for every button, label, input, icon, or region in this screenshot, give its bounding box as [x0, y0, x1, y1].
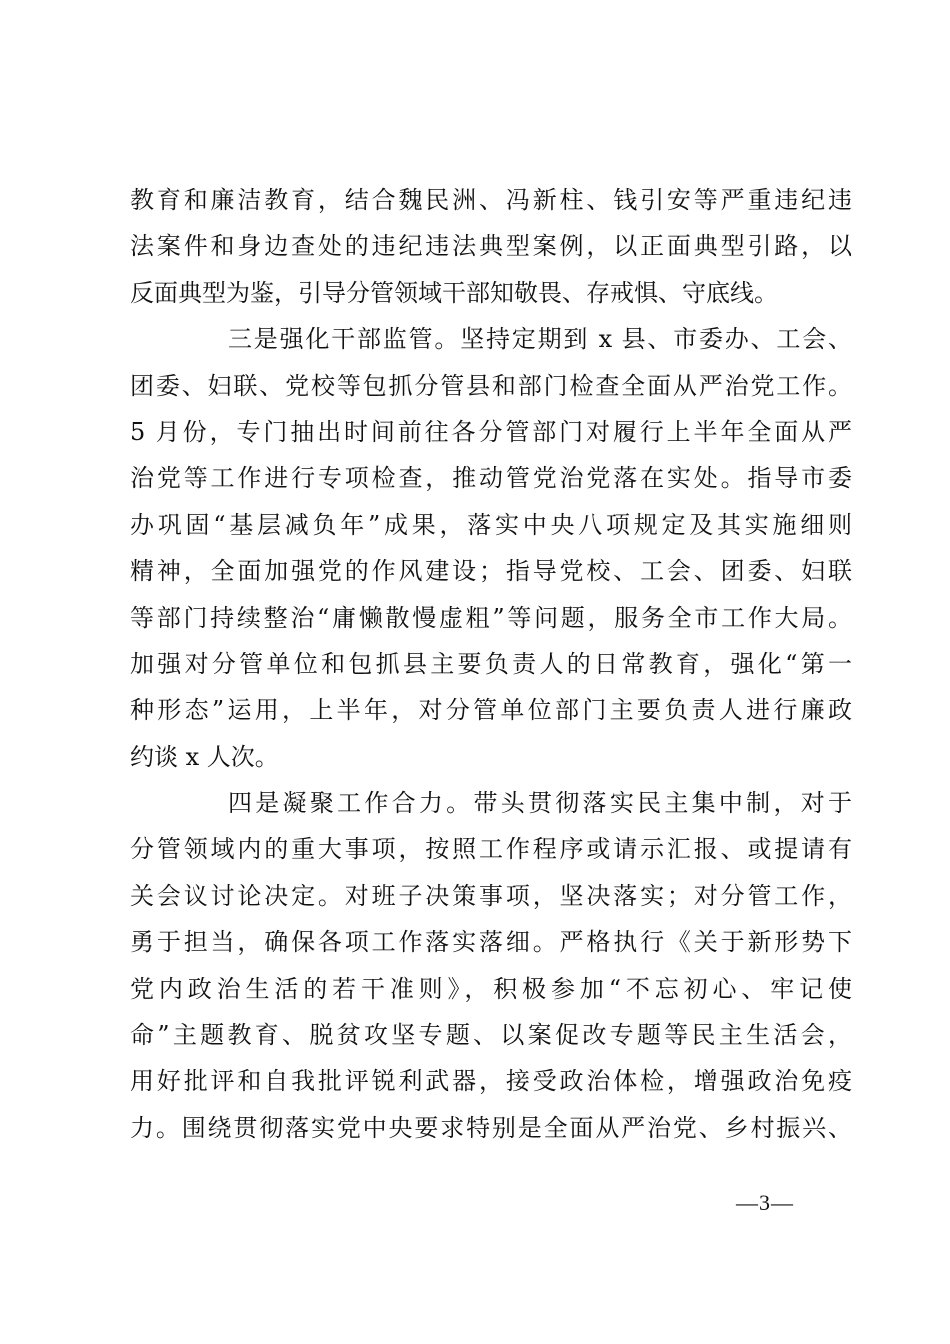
- text-line: 加强对分管单位和包抓县主要负责人的日常教育，强化“第一: [130, 649, 852, 678]
- text-line: 治党等工作进行专项检查，推动管党治党落在实处。指导市委: [130, 464, 852, 493]
- text-line: 教育和廉洁教育，结合魏民洲、冯新柱、钱引安等严重违纪违: [130, 186, 852, 214]
- text-line: 团委、妇联、党校等包抓分管县和部门检查全面从严治党工作。: [130, 371, 852, 400]
- text-line: 勇于担当，确保各项工作落实落细。严格执行《关于新形势下: [130, 928, 852, 957]
- paragraph: [130, 177, 852, 316]
- text-line: 种形态”运用，上半年，对分管单位部门主要负责人进行廉政: [130, 696, 852, 725]
- text-line: 关会议讨论决定。对班子决策事项，坚决落实；对分管工作，: [130, 881, 852, 910]
- page-number: —3—: [736, 1190, 794, 1215]
- paragraph: [130, 780, 852, 1151]
- paragraph: [130, 316, 852, 780]
- text-line: 三是强化干部监管。坚持定期到 x 县、市委办、工会、: [228, 325, 852, 354]
- text-line: 约谈 x 人次。: [130, 742, 279, 771]
- text-line: 四是凝聚工作合力。带头贯彻落实民主集中制，对于: [228, 789, 852, 818]
- text-line: 命”主题教育、脱贫攻坚专题、以案促改专题等民主生活会，: [130, 1021, 852, 1050]
- text-line: 用好批评和自我批评锐利武器，接受政治体检，增强政治免疫: [130, 1067, 852, 1096]
- text-line: 办巩固“基层减负年”成果，落实中央八项规定及其实施细则: [130, 510, 852, 539]
- text-line: 党内政治生活的若干准则》，积极参加“不忘初心、牢记使: [130, 974, 852, 1003]
- text-line: 精神，全面加强党的作风建设；指导党校、工会、团委、妇联: [130, 557, 852, 586]
- text-line: 等部门持续整治“庸懒散慢虚粗”等问题，服务全市工作大局。: [130, 603, 852, 632]
- text-line: 分管领域内的重大事项，按照工作程序或请示汇报、或提请有: [130, 835, 852, 864]
- text-line: 5 月份，专门抽出时间前往各分管部门对履行上半年全面从严: [130, 417, 852, 446]
- text-line: 反面典型为鉴，引导分管领域干部知敬畏、存戒惧、守底线。: [130, 278, 778, 307]
- text-line: 法案件和身边查处的违纪违法典型案例，以正面典型引路，以: [130, 232, 852, 261]
- document-body: [130, 177, 852, 1151]
- text-line: 力。围绕贯彻落实党中央要求特别是全面从严治党、乡村振兴、: [130, 1113, 852, 1142]
